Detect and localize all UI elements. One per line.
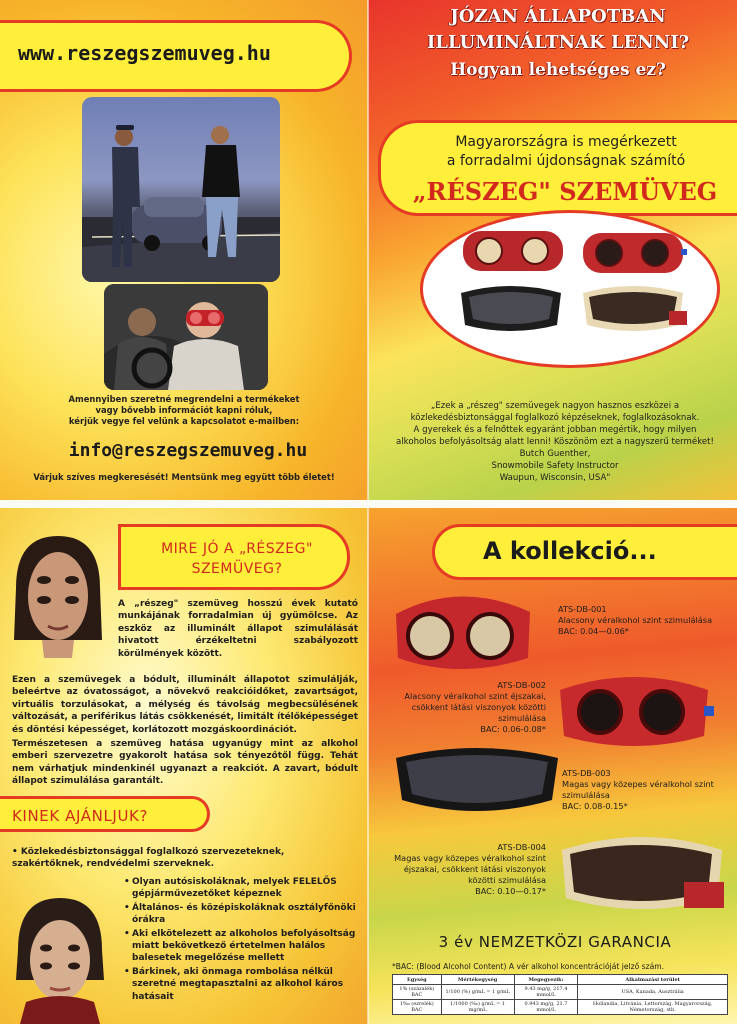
order-note bbox=[60, 394, 308, 427]
paragraph-variation: Természetesen a szemüveg hatása ugyanúgy mint az alkohol emberi szervezetre gyakorolt hatása sok tényezőtől függ. Tehát nem várhatjuk mindenkinél ugyanazt a reakciót. A zavart, bódult állapot szimulálása garantált. bbox=[12, 739, 358, 787]
product-intro-line: Magyarországra is megérkezett bbox=[455, 134, 677, 150]
headline bbox=[398, 4, 718, 56]
goggle-ats-db-001-icon bbox=[390, 584, 540, 676]
goggle-ats-db-004-icon bbox=[558, 828, 726, 916]
table-row bbox=[393, 1000, 728, 1015]
goggle-black-dark-icon bbox=[583, 286, 687, 331]
why-title bbox=[121, 539, 353, 579]
collection-title: A kollekció... bbox=[483, 537, 657, 565]
closing-text: Várjuk szíves megkeresését! Mentsünk meg együtt több életet! bbox=[33, 472, 335, 482]
product-bac: BAC: 0.04—0.06* bbox=[558, 626, 629, 636]
product-item bbox=[558, 604, 730, 637]
product-bac: BAC: 0.08-0.15* bbox=[562, 801, 628, 811]
paragraph-effects: Ezen a szemüvegek a bódult, illuminált állapotot szimulálják, beleértve az óvatosságot, a növekvő reakcióidőket, zavartságot, virtuális torzulásokat, a mélység és távolság megbecsülésének változását, a periférikus látás csökkenését, limitált ítélőképességet és döntési képességet, korlátozott mozgáskoordinációt. bbox=[12, 675, 358, 735]
product-desc: Alacsony véralkohol szint szimulálása bbox=[558, 615, 713, 625]
order-note-line: Amennyiben szeretné megrendelni a termékeket bbox=[68, 394, 300, 404]
bullet-main: • Közlekedésbiztonsággal foglalkozó szervezeteknek, szakértőknek, rendvédelmi szerveknek. bbox=[12, 847, 285, 870]
table-header-row bbox=[393, 975, 728, 985]
why-title-line: MIRE JÓ A „RÉSZEG" bbox=[161, 541, 313, 557]
product-desc: Magas vagy közepes véralkohol szint éjszakai, csökkent látási viszonyok közötti szimulálása bbox=[394, 853, 546, 885]
goggle-red-dark-icon bbox=[583, 233, 687, 273]
product-code: ATS-DB-004 bbox=[497, 842, 546, 852]
collection-banner bbox=[432, 524, 737, 580]
table-cell: 9.43 mg/g, 217.4 mmol/L bbox=[514, 985, 578, 1000]
table-cell: Hollandia, Litvánia, Lettország, Magyarország, Németország, stb. bbox=[578, 1000, 728, 1015]
table-header: Alkalmazási terület bbox=[578, 975, 728, 985]
audience-list bbox=[124, 876, 358, 1004]
product-item bbox=[380, 842, 546, 897]
headline-line: JÓZAN ÁLLAPOTBAN bbox=[450, 6, 666, 27]
email-link[interactable]: info@reszegszemuveg.hu bbox=[68, 440, 308, 461]
product-bac: BAC: 0.06-0.08* bbox=[480, 724, 546, 734]
quote-author-title: Snowmobile Safety Instructor bbox=[491, 461, 619, 471]
table-header: Mértékegység bbox=[441, 975, 514, 985]
table-row bbox=[393, 985, 728, 1000]
testimonial-quote bbox=[380, 400, 730, 484]
photo-police-roadside-test bbox=[82, 97, 280, 282]
quote-author: Butch Guenther, bbox=[519, 449, 591, 459]
quote-line: „Ezek a „részeg" szemüvegek nagyon hasznos eszközei a bbox=[430, 401, 680, 411]
product-banner bbox=[378, 120, 737, 216]
goggles-face-photo bbox=[4, 890, 114, 1024]
quote-line: alkoholos befolyásoltság alatt lenni! Köszönöm ezt a nagyszerű terméket! bbox=[396, 437, 714, 447]
product-intro bbox=[401, 133, 731, 171]
product-desc: Magas vagy közepes véralkohol szint szimulálása bbox=[562, 779, 714, 800]
why-banner bbox=[118, 524, 350, 590]
bac-table bbox=[392, 974, 728, 1015]
quote-line: közlekedésbiztonsággal foglalkozó képzéseknek, foglalkozásoknak. bbox=[410, 413, 700, 423]
product-code: ATS-DB-001 bbox=[558, 604, 607, 614]
headline-line: ILLUMINÁLTNAK LENNI? bbox=[426, 32, 690, 53]
table-cell: 1‰ (ezrelék) BAC bbox=[393, 1000, 442, 1015]
product-name: „RÉSZEG" SZEMÜVEG bbox=[412, 177, 718, 206]
bac-note: *BAC: (Blood Alcohol Content) A vér alkohol koncentrációját jelző szám. bbox=[392, 962, 665, 971]
distorted-face-photo bbox=[6, 528, 110, 658]
goggle-ats-db-003-icon bbox=[392, 740, 562, 816]
table-header: Egység bbox=[393, 975, 442, 985]
photo-driver-with-goggles bbox=[104, 284, 268, 390]
guarantee-title: 3 év NEMZETKÖZI GARANCIA bbox=[438, 933, 672, 951]
who-title: KINEK AJÁNLJUK? bbox=[12, 807, 149, 825]
who-banner bbox=[0, 796, 210, 832]
url-banner bbox=[0, 20, 352, 92]
product-intro-line: a forradalmi újdonságnak számító bbox=[446, 153, 686, 169]
quote-author-location: Waupun, Wisconsin, USA" bbox=[499, 473, 611, 483]
goggle-showcase bbox=[420, 210, 720, 368]
fold-line bbox=[367, 0, 369, 1024]
list-item: • Általános- és középiskoláknak osztályfőnöki órákra bbox=[124, 902, 358, 927]
table-cell: 1/100 (%) g/mL = 1 g/mL bbox=[441, 985, 514, 1000]
product-code: ATS-DB-002 bbox=[497, 680, 546, 690]
quote-line: A gyerekek és a felnőttek egyaránt jobban megértik, hogy milyen bbox=[413, 425, 697, 435]
product-bac: BAC: 0.10—0.17* bbox=[475, 886, 546, 896]
product-item bbox=[380, 680, 546, 735]
list-item: • Olyan autósiskoláknak, melyek FELELŐS gépjárművezetőket képeznek bbox=[124, 876, 358, 901]
order-note-line: vagy bővebb információt kapni róluk, bbox=[95, 405, 273, 415]
table-cell: USA, Kanada, Ausztrália bbox=[578, 985, 728, 1000]
product-item bbox=[562, 768, 730, 812]
website-link[interactable]: www.reszegszemuveg.hu bbox=[18, 41, 271, 65]
headline-question: Hogyan lehetséges ez? bbox=[450, 60, 666, 80]
list-item: • Bárkinek, aki önmaga rombolása nélkül szeretné megtapasztalni az alkohol káros hatásait bbox=[124, 966, 358, 1003]
goggle-red-clear-icon bbox=[463, 231, 563, 271]
product-code: ATS-DB-003 bbox=[562, 768, 611, 778]
goggle-ats-db-002-icon bbox=[554, 668, 718, 750]
why-title-line: SZEMÜVEG? bbox=[191, 561, 283, 577]
table-cell: 0.943 mg/g, 21.7 mmol/L bbox=[514, 1000, 578, 1015]
table-cell: 1/1000 (‰) g/mL = 1 mg/mL bbox=[441, 1000, 514, 1015]
paragraph-intro: A „részeg" szemüveg hosszú évek kutató munkájának forradalmian új gyümölcse. Az eszköz az illuminált állapot szimulálását hivatott érzékeltetni szabályozott körülmények között. bbox=[118, 599, 358, 659]
product-desc: Alacsony véralkohol szint éjszakai, csökkent látási viszonyok közötti szimulálása bbox=[404, 691, 546, 723]
list-item: • Aki elkötelezett az alkoholos befolyásoltság miatt bekövetkező értetelmen halálos balesetek megelőzése mellett bbox=[124, 928, 358, 965]
goggle-black-clear-icon bbox=[461, 286, 561, 331]
table-header: Megegyezik: bbox=[514, 975, 578, 985]
order-note-line: kérjük vegye fel velünk a kapcsolatot e-mailben: bbox=[68, 416, 300, 426]
table-cell: 1% (százalék) BAC bbox=[393, 985, 442, 1000]
